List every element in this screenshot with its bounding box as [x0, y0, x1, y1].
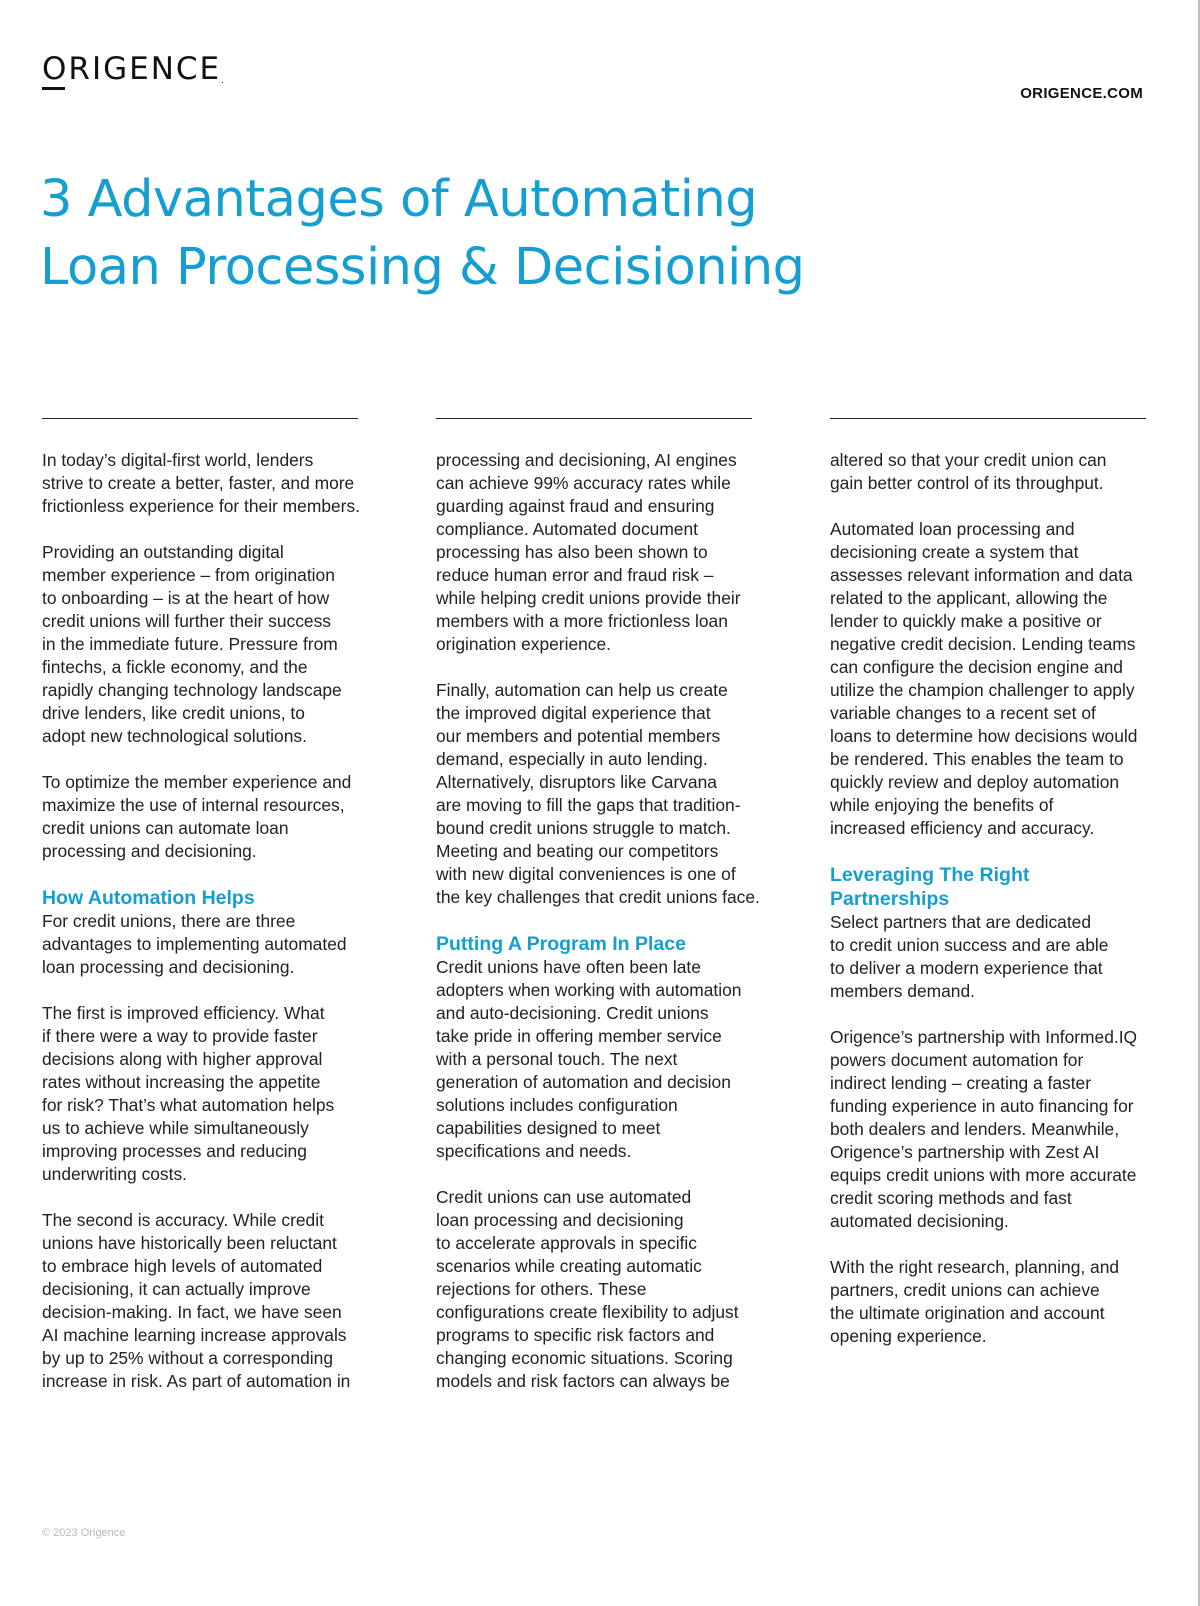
- text-line: Select partners that are dedicated: [830, 912, 1092, 932]
- text-line: configurations create flexibility to adjust: [436, 1302, 739, 1322]
- text-line: gain better control of its throughput.: [830, 473, 1104, 493]
- text-line: variable changes to a recent set of: [830, 703, 1096, 723]
- origence-logo: [42, 51, 224, 87]
- text-line: loan processing and decisioning.: [42, 957, 295, 977]
- page-title: [40, 166, 805, 302]
- text-line: can configure the decision engine and: [830, 657, 1123, 677]
- text-line: drive lenders, like credit unions, to: [42, 703, 305, 723]
- text-line: equips credit unions with more accurate: [830, 1165, 1137, 1185]
- text-line: with a personal touch. The next: [436, 1049, 678, 1069]
- paragraph: [436, 1186, 752, 1393]
- text-line: solutions includes configuration: [436, 1095, 678, 1115]
- paragraph: [436, 449, 752, 656]
- text-line: credit unions will further their success: [42, 611, 331, 631]
- paragraph: [830, 1256, 1146, 1348]
- text-line: to deliver a modern experience that: [830, 958, 1103, 978]
- text-line: models and risk factors can always be: [436, 1371, 730, 1391]
- text-line: negative credit decision. Lending teams: [830, 634, 1136, 654]
- section-heading-putting-a-program-in-place: Putting A Program In Place: [436, 933, 686, 955]
- text-line: are moving to fill the gaps that tradition-: [436, 795, 741, 815]
- column-1: [42, 418, 358, 1416]
- text-line: us to achieve while simultaneously: [42, 1118, 309, 1138]
- text-line: rejections for others. These: [436, 1279, 647, 1299]
- text-line: increase in risk. As part of automation in: [42, 1371, 351, 1391]
- section-heading-leveraging-partnerships: [830, 863, 1146, 911]
- text-line: by up to 25% without a corresponding: [42, 1348, 333, 1368]
- text-line: improving processes and reducing: [42, 1141, 307, 1161]
- text-line: members with a more frictionless loan: [436, 611, 728, 631]
- text-line: unions have historically been reluctant: [42, 1233, 337, 1253]
- text-line: Origence’s partnership with Zest AI: [830, 1142, 1100, 1162]
- text-line: decision-making. In fact, we have seen: [42, 1302, 342, 1322]
- text-line: Alternatively, disruptors like Carvana: [436, 772, 717, 792]
- text-line: quickly review and deploy automation: [830, 772, 1120, 792]
- website-link[interactable]: ORIGENCE.COM: [1020, 85, 1143, 102]
- text-line: loan processing and decisioning: [436, 1210, 684, 1230]
- text-line: In today’s digital-first world, lenders: [42, 450, 314, 470]
- text-line: capabilities designed to meet: [436, 1118, 661, 1138]
- text-line: with new digital conveniences is one of: [436, 864, 736, 884]
- text-line: credit scoring methods and fast: [830, 1188, 1072, 1208]
- paragraph: [42, 910, 358, 979]
- text-line: members demand.: [830, 981, 975, 1001]
- text-line: guarding against fraud and ensuring: [436, 496, 715, 516]
- text-line: maximize the use of internal resources,: [42, 795, 345, 815]
- text-line: With the right research, planning, and: [830, 1257, 1120, 1277]
- text-line: rates without increasing the appetite: [42, 1072, 321, 1092]
- title-line-1: 3 Advantages of Automating: [40, 170, 758, 229]
- text-line: scenarios while creating automatic: [436, 1256, 702, 1276]
- heading-line-1: Leveraging The Right: [830, 864, 1030, 886]
- text-line: altered so that your credit union can: [830, 450, 1107, 470]
- text-line: for risk? That’s what automation helps: [42, 1095, 335, 1115]
- paragraph: [830, 518, 1146, 840]
- text-line: AI machine learning increase approvals: [42, 1325, 347, 1345]
- text-line: decisioning create a system that: [830, 542, 1079, 562]
- text-line: to credit union success and are able: [830, 935, 1109, 955]
- text-line: the key challenges that credit unions face.: [436, 887, 760, 907]
- text-line: to embrace high levels of automated: [42, 1256, 323, 1276]
- paragraph: [830, 1026, 1146, 1233]
- text-line: generation of automation and decision: [436, 1072, 731, 1092]
- text-line: To optimize the member experience and: [42, 772, 352, 792]
- text-line: changing economic situations. Scoring: [436, 1348, 733, 1368]
- text-line: to accelerate approvals in specific: [436, 1233, 697, 1253]
- text-line: rapidly changing technology landscape: [42, 680, 342, 700]
- text-line: underwriting costs.: [42, 1164, 187, 1184]
- copyright-footer: © 2023 Origence: [42, 1527, 126, 1539]
- text-line: Origence’s partnership with Informed.IQ: [830, 1027, 1138, 1047]
- paragraph: [42, 1209, 358, 1393]
- text-line: decisioning, it can actually improve: [42, 1279, 311, 1299]
- text-line: if there were a way to provide faster: [42, 1026, 318, 1046]
- text-line: increased efficiency and accuracy.: [830, 818, 1095, 838]
- text-line: The second is accuracy. While credit: [42, 1210, 324, 1230]
- text-line: member experience – from origination: [42, 565, 335, 585]
- text-line: indirect lending – creating a faster: [830, 1073, 1092, 1093]
- text-line: specifications and needs.: [436, 1141, 632, 1161]
- text-line: and auto-decisioning. Credit unions: [436, 1003, 709, 1023]
- text-line: powers document automation for: [830, 1050, 1084, 1070]
- text-line: advantages to implementing automated: [42, 934, 347, 954]
- text-line: related to the applicant, allowing the: [830, 588, 1108, 608]
- logo-underline: [42, 87, 65, 90]
- text-line: while enjoying the benefits of: [830, 795, 1054, 815]
- text-line: fintechs, a fickle economy, and the: [42, 657, 308, 677]
- text-line: assesses relevant information and data: [830, 565, 1133, 585]
- text-line: adopt new technological solutions.: [42, 726, 307, 746]
- text-line: programs to specific risk factors and: [436, 1325, 715, 1345]
- text-line: loans to determine how decisions would: [830, 726, 1138, 746]
- text-line: partners, credit unions can achieve: [830, 1280, 1100, 1300]
- text-line: reduce human error and fraud risk –: [436, 565, 714, 585]
- text-line: utilize the champion challenger to apply: [830, 680, 1135, 700]
- text-line: can achieve 99% accuracy rates while: [436, 473, 731, 493]
- text-line: processing has also been shown to: [436, 542, 708, 562]
- text-line: compliance. Automated document: [436, 519, 698, 539]
- paragraph: [436, 679, 760, 909]
- text-line: Meeting and beating our competitors: [436, 841, 719, 861]
- text-line: our members and potential members: [436, 726, 721, 746]
- text-line: origination experience.: [436, 634, 611, 654]
- heading-line-2: Partnerships: [830, 888, 950, 910]
- column-2: [436, 418, 760, 1416]
- text-line: For credit unions, there are three: [42, 911, 296, 931]
- paragraph: [42, 449, 358, 518]
- paragraph: [42, 541, 358, 748]
- text-line: processing and decisioning, AI engines: [436, 450, 737, 470]
- text-line: take pride in offering member service: [436, 1026, 722, 1046]
- text-line: in the immediate future. Pressure from: [42, 634, 338, 654]
- logo-text: ORIGENCE: [42, 51, 222, 87]
- text-line: Credit unions can use automated: [436, 1187, 692, 1207]
- paragraph: [42, 1002, 358, 1186]
- text-line: the improved digital experience that: [436, 703, 711, 723]
- text-line: automated decisioning.: [830, 1211, 1009, 1231]
- text-line: strive to create a better, faster, and more: [42, 473, 355, 493]
- column-3: [830, 418, 1146, 1371]
- text-line: processing and decisioning.: [42, 841, 257, 861]
- text-line: Providing an outstanding digital: [42, 542, 284, 562]
- text-line: adopters when working with automation: [436, 980, 742, 1000]
- text-line: bound credit unions struggle to match.: [436, 818, 731, 838]
- title-line-2: Loan Processing & Decisioning: [40, 238, 805, 297]
- text-line: the ultimate origination and account: [830, 1303, 1105, 1323]
- text-line: lender to quickly make a positive or: [830, 611, 1102, 631]
- text-line: Finally, automation can help us create: [436, 680, 728, 700]
- paragraph: [830, 449, 1146, 495]
- paragraph: [436, 956, 752, 1163]
- text-line: demand, especially in auto lending.: [436, 749, 708, 769]
- text-line: to onboarding – is at the heart of how: [42, 588, 330, 608]
- text-line: The first is improved efficiency. What: [42, 1003, 325, 1023]
- text-line: opening experience.: [830, 1326, 987, 1346]
- text-line: both dealers and lenders. Meanwhile,: [830, 1119, 1120, 1139]
- logo-mark: .: [221, 76, 224, 85]
- paragraph: [42, 771, 358, 863]
- text-line: Credit unions have often been late: [436, 957, 701, 977]
- section-heading-how-automation-helps: How Automation Helps: [42, 887, 255, 909]
- text-line: credit unions can automate loan: [42, 818, 289, 838]
- text-line: frictionless experience for their members.: [42, 496, 360, 516]
- text-line: funding experience in auto financing for: [830, 1096, 1134, 1116]
- text-line: while helping credit unions provide their: [436, 588, 741, 608]
- text-line: be rendered. This enables the team to: [830, 749, 1124, 769]
- text-line: decisions along with higher approval: [42, 1049, 323, 1069]
- paragraph: [830, 911, 1146, 1003]
- text-line: Automated loan processing and: [830, 519, 1075, 539]
